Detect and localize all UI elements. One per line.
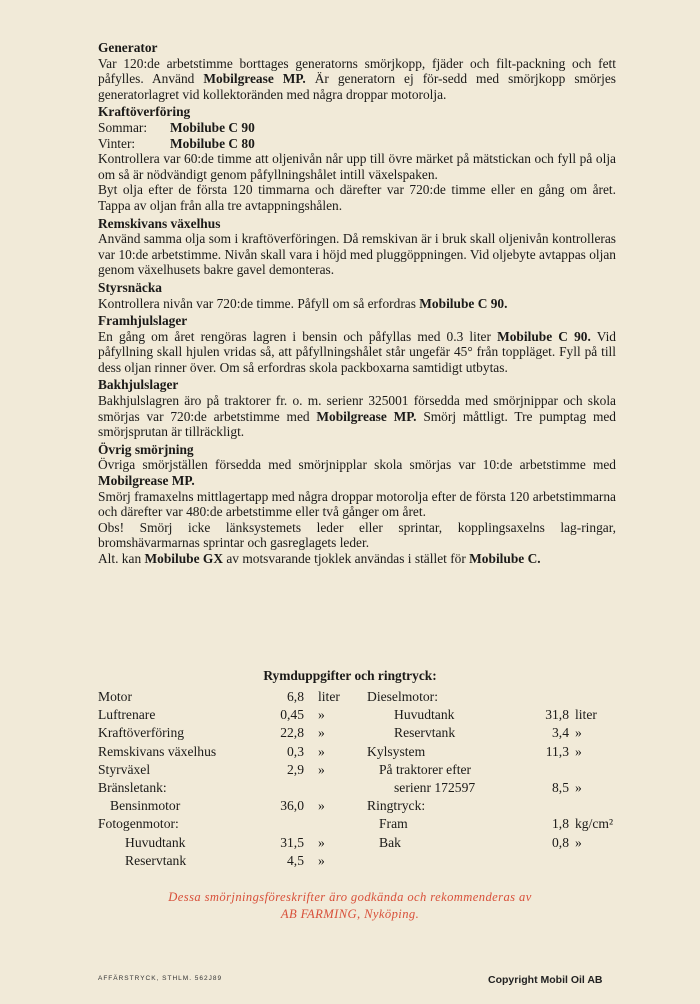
capacity-row — [367, 688, 622, 706]
section-heading: Remskivans växelhus — [98, 215, 221, 231]
product-name: Mobilgrease MP. — [203, 71, 306, 87]
capacity-value: 6,8 — [287, 689, 304, 704]
product-name: Mobilube C. — [469, 551, 541, 566]
section-heading: Framhjulslager — [98, 313, 188, 329]
text-run: Bakhjulslagren äro på traktorer fr. o. m. serienr 325001 försedda med smörjnippar och skola smörjas var 720:de arbetstimme med — [98, 393, 616, 424]
text-run: En gång om året rengöras lagren i bensin och påfyllas med 0.3 liter — [98, 328, 498, 344]
capacity-row — [367, 797, 622, 815]
capacity-unit: » — [318, 743, 325, 759]
capacity-row — [367, 761, 622, 779]
capacity-row — [98, 815, 338, 833]
section-heading: Generator — [98, 40, 158, 55]
capacity-value: 31,8 — [545, 707, 569, 723]
capacity-label: Fram — [379, 816, 408, 832]
section-paragraph — [98, 56, 616, 103]
capacity-value: 0,8 — [552, 834, 569, 850]
section-paragraph — [98, 489, 616, 520]
capacity-unit: » — [318, 852, 325, 868]
capacity-unit: » — [318, 725, 325, 741]
text-run: Obs! Smörj icke länksystemets leder eller sprintar, kopplingsaxelns lag-ringar, bromshävarmarnas sprintar och gasreglagets leder. — [98, 519, 616, 551]
product-name: Mobilube C 90. — [419, 295, 508, 311]
capacity-label: Huvudtank — [125, 834, 186, 850]
approval-line: Dessa smörjningsföreskrifter äro godkända och rekommenderas av — [168, 890, 532, 904]
section-paragraph — [98, 329, 616, 376]
oil-spec-row — [98, 136, 616, 152]
capacity-value: 8,5 — [552, 779, 569, 795]
capacity-value: 36,0 — [280, 798, 304, 814]
capacity-value: 0,45 — [280, 707, 304, 723]
capacity-row — [367, 706, 622, 724]
capacity-row — [367, 724, 622, 742]
section-heading: Bakhjulslager — [98, 377, 179, 393]
capacity-label: Bränsletank: — [98, 779, 167, 795]
text-run: Alt. kan — [98, 551, 145, 566]
capacity-unit: » — [318, 834, 325, 850]
capacity-row — [98, 852, 338, 870]
capacity-row — [367, 743, 622, 761]
capacity-row — [98, 834, 338, 852]
capacity-label: Dieselmotor: — [367, 689, 438, 704]
capacity-label: Kylsystem — [367, 743, 426, 759]
text-run: Var 120:de arbetstimme borttages generatorns smörjkopp, fjäder och filt-packning och fett påfylles. Använd — [98, 55, 616, 87]
product-name: Mobilube C 90. — [497, 328, 591, 344]
text-run: Är generatorn ej för-sedd med smörjkopp smörjes generatorlagret vid kollektoränden med några droppar motorolja. — [98, 71, 617, 102]
section-paragraph — [98, 393, 616, 440]
capacity-unit: » — [575, 743, 582, 759]
capacity-unit: liter — [575, 707, 597, 723]
section-paragraph — [98, 296, 616, 312]
text-run: Använd samma olja som i kraftöverföringen. Då remskivan är i bruk skall oljenivån kontrolleras var 10:de arbetstimme. Nivån skall vara i höjd med pluggöppningen. Vid oljebyte avtappas oljan genom växelhusets bakre gavel demonteras. — [98, 231, 616, 278]
capacity-value: 0,3 — [287, 743, 304, 759]
text-run: av motsvarande tjoklek användas i stället för — [223, 551, 470, 566]
season-label: Vinter: — [98, 135, 136, 151]
capacity-label: Bensinmotor — [110, 798, 181, 814]
capacity-label: serienr 172597 — [394, 779, 476, 795]
oil-name: Mobilube C 90 — [170, 119, 255, 135]
capacity-unit: » — [575, 779, 582, 795]
capacity-row — [98, 724, 338, 742]
capacity-unit: » — [318, 761, 325, 777]
capacity-label: Ringtryck: — [367, 798, 426, 814]
capacity-value: 4,5 — [287, 852, 304, 868]
capacity-row — [367, 815, 622, 833]
capacity-label: Remskivans växelhus — [98, 743, 217, 759]
approval-note — [0, 889, 700, 923]
capacity-row — [367, 779, 622, 797]
capacity-label: Huvudtank — [394, 707, 455, 723]
capacities-title: Rymduppgifter och ringtryck: — [263, 668, 437, 683]
oil-name: Mobilube C 80 — [170, 135, 255, 151]
capacity-label: Reservtank — [394, 725, 456, 741]
capacities-table-right — [367, 688, 622, 852]
section-paragraph — [98, 520, 616, 551]
section-heading: Kraftöverföring — [98, 104, 191, 120]
capacity-unit: kg/cm² — [575, 816, 614, 832]
capacity-unit: liter — [318, 689, 340, 704]
product-name: Mobilgrease MP. — [98, 473, 195, 489]
capacity-row — [98, 779, 338, 797]
text-run: Vid påfyllning skall hjulen vridas så, att påfyllningshålet står ungefär 45° från toppläget. Fyll på till dess oljan rinner över. Om så erfordras skola packboxarna samtidigt utbytas. — [98, 328, 616, 375]
capacity-label: Reservtank — [125, 852, 187, 868]
capacity-unit: » — [318, 707, 325, 723]
text-run: Smörj framaxelns mittlagertapp med några droppar motorolja efter de första 120 arbetstimmarna och därefter var 480:de arbetstimme eller två gånger om året. — [98, 488, 616, 520]
section-paragraph — [98, 182, 616, 213]
product-name: Mobilgrease MP. — [316, 408, 417, 424]
capacity-label: Motor — [98, 689, 132, 704]
capacity-value: 2,9 — [287, 761, 304, 777]
capacity-unit: » — [575, 834, 582, 850]
section-paragraph — [98, 551, 616, 567]
capacity-row — [98, 706, 338, 724]
capacity-value: 22,8 — [280, 725, 304, 741]
product-name: Mobilube GX — [144, 551, 223, 566]
capacity-row — [98, 688, 338, 706]
section-heading: Övrig smörjning — [98, 441, 194, 457]
capacity-row — [98, 743, 338, 761]
capacity-value: 3,4 — [552, 725, 569, 741]
capacity-row — [98, 797, 338, 815]
approval-line: AB FARMING, Nyköping. — [280, 907, 420, 921]
capacity-label: Fotogenmotor: — [98, 816, 179, 832]
section-heading: Styrsnäcka — [98, 279, 162, 295]
capacity-value: 11,3 — [545, 743, 569, 759]
text-run: Kontrollera var 60:de timme att oljenivån når upp till övre märket på mätstickan och fyll på olja om så är nödvändigt genom påfyllningshålet intill växelspaken. — [98, 151, 616, 182]
section-paragraph — [98, 231, 616, 278]
capacity-row — [367, 834, 622, 852]
lubrication-instructions — [98, 38, 616, 567]
text-run: Kontrollera nivån var 720:de timme. Påfyll om så erfordras — [98, 295, 420, 311]
capacity-label: På traktorer efter — [379, 761, 472, 777]
copyright: Copyright Mobil Oil AB — [488, 974, 603, 986]
text-run: Byt olja efter de första 120 timmarna och därefter var 720:de timme eller en gång om året. Tappa av oljan från alla tre avtappningshålen. — [98, 182, 616, 213]
capacity-label: Styrväxel — [98, 761, 151, 777]
capacity-unit: » — [318, 798, 325, 814]
capacities-table-left — [98, 688, 338, 870]
capacity-label: Bak — [379, 834, 401, 850]
capacity-value: 1,8 — [552, 816, 569, 832]
capacity-row — [98, 761, 338, 779]
capacity-label: Luftrenare — [98, 707, 156, 723]
oil-spec-row — [98, 120, 616, 136]
capacity-value: 31,5 — [280, 834, 304, 850]
section-paragraph — [98, 457, 616, 488]
text-run: Övriga smörjställen försedda med smörjnipplar skola smörjas var 10:de arbetstimme med — [98, 457, 616, 473]
printer-mark: AFFÄRSTRYCK, STHLM. 562J89 — [98, 975, 223, 982]
season-label: Sommar: — [98, 119, 148, 135]
capacity-unit: » — [575, 725, 582, 741]
section-paragraph — [98, 151, 616, 182]
text-run: Smörj måttligt. Tre pumptag med smörjsprutan är tillräckligt. — [98, 408, 616, 440]
capacity-label: Kraftöverföring — [98, 725, 185, 741]
